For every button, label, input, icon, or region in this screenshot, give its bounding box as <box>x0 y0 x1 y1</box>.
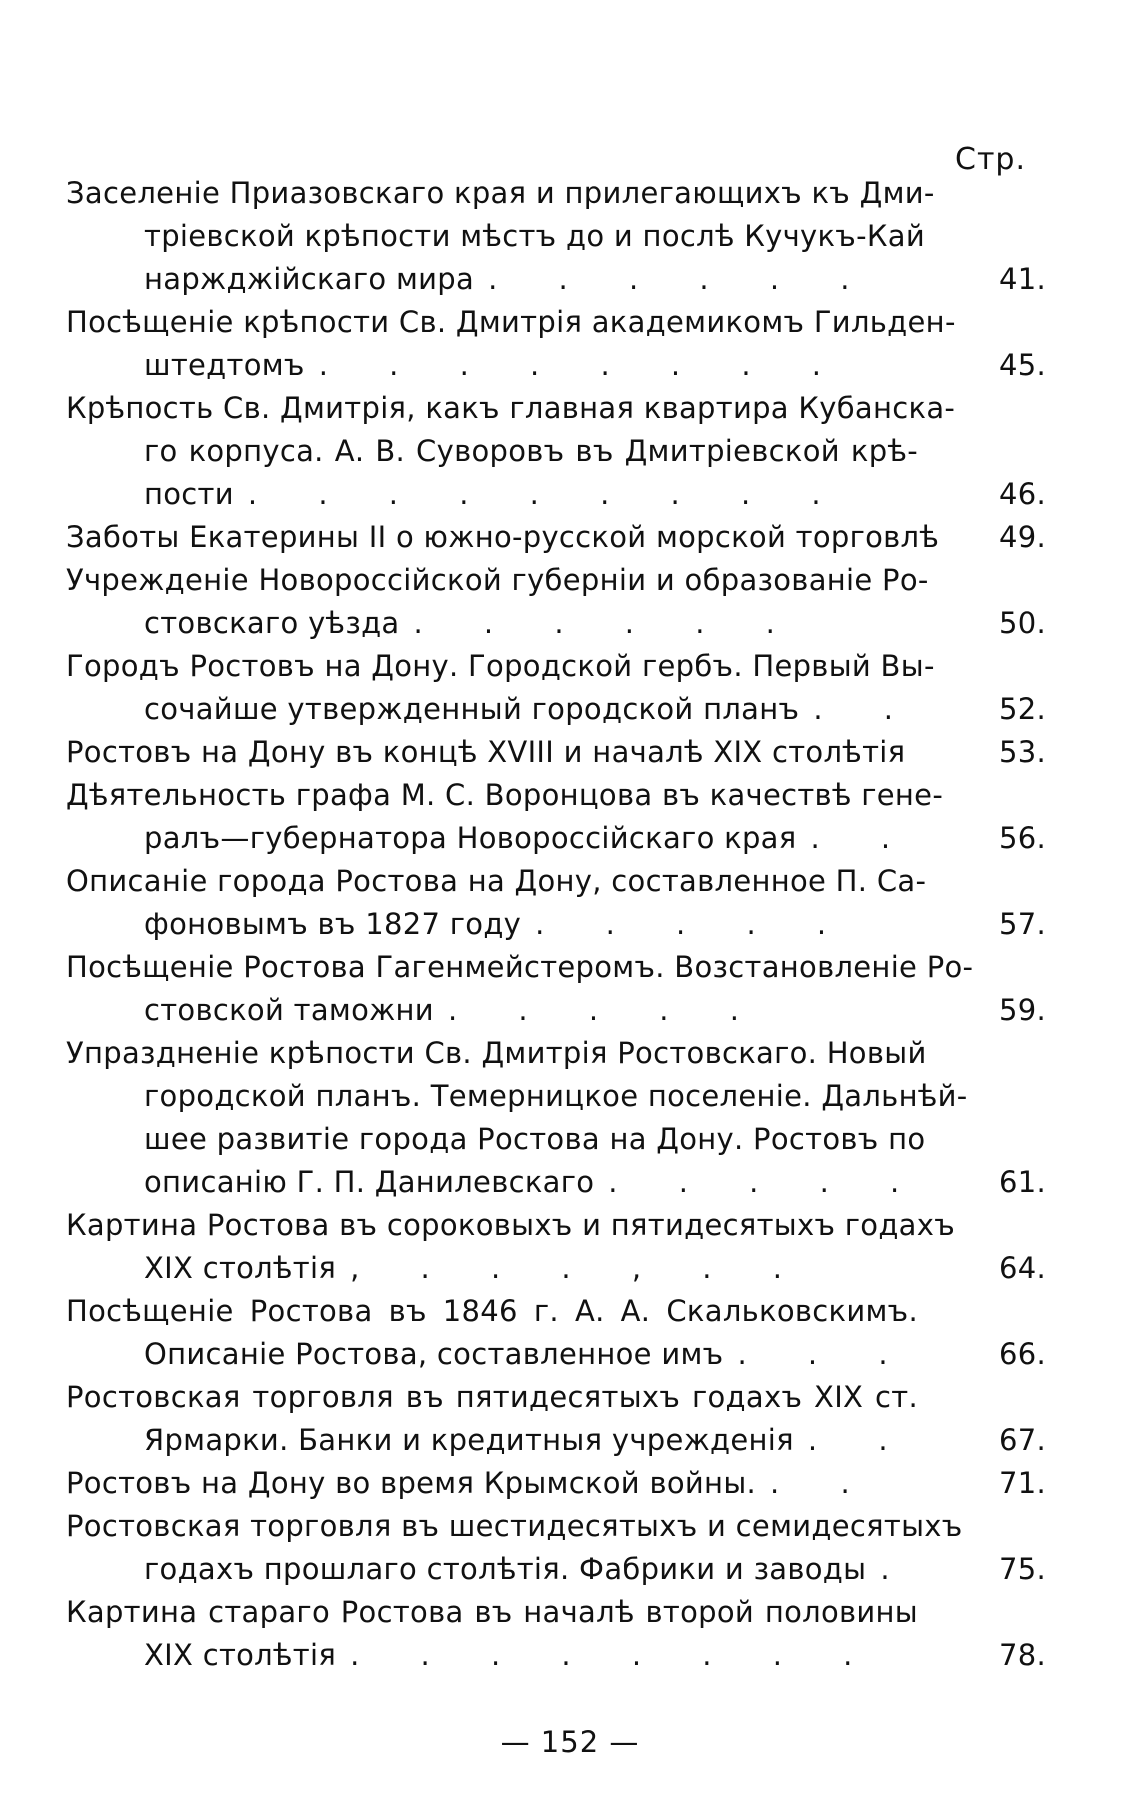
leader-dots: . . . . . . . . <box>318 348 848 382</box>
toc-entry-line <box>66 1462 1046 1505</box>
leader-dots: . . . <box>737 1337 914 1371</box>
toc-entry-line <box>66 301 1046 344</box>
toc-entry <box>66 1204 1046 1290</box>
leader-dots: . . <box>810 821 917 855</box>
toc-entry-last-line <box>144 688 918 731</box>
toc-entry-text: XIX столѣтія <box>144 1251 337 1285</box>
toc-entry-line <box>66 731 1046 774</box>
toc-entry-text: Картина Ростова въ сороковыхъ и пятидесятыхъ годахъ <box>66 1208 956 1242</box>
toc-entry-text: XIX столѣтія <box>144 1638 337 1672</box>
toc-entry-line <box>66 1204 1046 1247</box>
toc-page-number: 56. <box>998 821 1046 855</box>
toc-entry <box>66 301 1046 387</box>
toc-entry-last-line <box>144 989 918 1032</box>
toc-entry-text: фоновымъ въ 1827 году <box>144 907 522 941</box>
toc-entry-text: наржджійскаго мира <box>144 262 475 296</box>
toc-page-number: 50. <box>998 606 1046 640</box>
toc-entry <box>66 1591 1046 1677</box>
toc-entry <box>66 1505 1046 1591</box>
toc-page-number: 59. <box>998 993 1046 1027</box>
toc-entry-line <box>66 645 1046 688</box>
toc-entry <box>66 731 1046 774</box>
toc-entry-text: Крѣпость Св. Дмитрія, какъ главная квартира Кубанска- <box>66 391 956 425</box>
toc-entry <box>66 1376 1046 1462</box>
toc-entry-line <box>66 774 1046 817</box>
table-of-contents <box>66 172 1046 1677</box>
toc-page-number: 41. <box>998 262 1046 296</box>
toc-entry-line <box>66 989 1046 1032</box>
toc-entry-line <box>66 1161 1046 1204</box>
toc-entry <box>66 1462 1046 1505</box>
toc-entry-last-line <box>144 1247 918 1290</box>
toc-entry-text: Описаніе Ростова, составленное имъ <box>144 1337 724 1371</box>
leader-dots: . . <box>770 1466 876 1500</box>
toc-page-number: 52. <box>998 692 1046 726</box>
toc-entry-text: Заботы Екатерины II о южно-русской морской торговлѣ <box>66 520 940 554</box>
toc-entry-line <box>66 1419 1046 1462</box>
toc-entry-text: Посѣщеніе крѣпости Св. Дмитрія академикомъ Гильден- <box>66 305 956 339</box>
leader-dots: . . . . . <box>447 993 765 1027</box>
toc-entry-last-line <box>144 903 918 946</box>
toc-entry-text: Посѣщеніе Ростова въ 1846 г. А. А. Скальковскимъ. <box>66 1294 918 1328</box>
toc-entry <box>66 774 1046 860</box>
toc-entry-line <box>66 473 1046 516</box>
toc-entry-text: тріевской крѣпости мѣстъ до и послѣ Кучукъ-Кай <box>144 219 925 253</box>
toc-entry-last-line <box>144 258 918 301</box>
toc-entry-line <box>66 1075 1046 1118</box>
toc-entry-line <box>66 1591 1046 1634</box>
toc-entry-text: ралъ—губернатора Новороссійскаго края <box>144 821 797 855</box>
toc-entry-text: Ярмарки. Банки и кредитныя учрежденія <box>144 1423 794 1457</box>
toc-entry-line <box>66 817 1046 860</box>
toc-entry-last-line <box>144 344 918 387</box>
toc-entry-text: Упраздненіе крѣпости Св. Дмитрія Ростовскаго. Новый <box>66 1036 927 1070</box>
toc-entry-line <box>66 1032 1046 1075</box>
toc-entry-last-line <box>66 1462 918 1505</box>
toc-page-number: 46. <box>998 477 1046 511</box>
toc-entry-text: Заселеніе Приазовскаго края и прилегающихъ къ Дми- <box>66 176 935 210</box>
toc-entry-text: пости <box>144 477 234 511</box>
toc-page-number: 53. <box>998 735 1046 769</box>
leader-dots: . . . . . <box>608 1165 926 1199</box>
toc-page-number: 78. <box>998 1638 1046 1672</box>
toc-entry-text: Описаніе города Ростова на Дону, составленное П. Са- <box>66 864 927 898</box>
toc-entry-line <box>66 172 1046 215</box>
toc-entry-text: Ростовская торговля въ шестидесятыхъ и семидесятыхъ <box>66 1509 963 1543</box>
toc-page-number: 49. <box>998 520 1046 554</box>
toc-entry <box>66 1290 1046 1376</box>
toc-entry-line <box>66 1634 1046 1677</box>
toc-entry-line <box>66 1333 1046 1376</box>
page-column-header: Стр. <box>955 142 1027 177</box>
toc-entry-line <box>66 1118 1046 1161</box>
toc-entry-text: Посѣщеніе Ростова Гагенмейстеромъ. Возстановленіе Ро- <box>66 950 974 984</box>
toc-entry-last-line <box>144 1634 918 1677</box>
toc-entry-line <box>66 430 1046 473</box>
leader-dots: . . <box>813 692 919 726</box>
leader-dots: . . <box>807 1423 914 1457</box>
toc-entry <box>66 860 1046 946</box>
leader-dots: . . . . . . <box>488 262 876 296</box>
toc-entry-text: стовской таможни <box>144 993 434 1027</box>
toc-entry-line <box>66 1290 1046 1333</box>
toc-page-number: 66. <box>998 1337 1046 1371</box>
toc-entry-last-line <box>144 1419 918 1462</box>
toc-entry-text: Учрежденіе Новороссійской губерніи и образованіе Ро- <box>66 563 929 597</box>
toc-entry-text: Картина стараго Ростова въ началѣ второй половины <box>66 1595 918 1629</box>
leader-dots: . . . . . . . . <box>350 1638 879 1672</box>
toc-entry <box>66 387 1046 516</box>
toc-entry <box>66 516 1046 559</box>
toc-entry <box>66 645 1046 731</box>
toc-entry-text: Городъ Ростовъ на Дону. Городской гербъ. Первый Вы- <box>66 649 935 683</box>
toc-page-number: 61. <box>998 1165 1046 1199</box>
toc-entry-line <box>66 1505 1046 1548</box>
toc-entry-line <box>66 215 1046 258</box>
toc-entry-text: описанію Г. П. Данилевскаго <box>144 1165 595 1199</box>
toc-entry-line <box>66 602 1046 645</box>
toc-entry-text: шее развитіе города Ростова на Дону. Ростовъ по <box>144 1122 926 1156</box>
toc-entry-line <box>66 1376 1046 1419</box>
toc-entry-line <box>66 1548 1046 1591</box>
leader-dots: . . . . . . . . . <box>247 477 847 511</box>
toc-entry-text: штедтомъ <box>144 348 305 382</box>
toc-entry-line <box>66 860 1046 903</box>
toc-entry-line <box>66 344 1046 387</box>
toc-page-number: 71. <box>998 1466 1046 1500</box>
page-number: — 152 — <box>500 1725 640 1759</box>
leader-dots: . <box>880 1552 916 1586</box>
toc-entry-text: стовскаго уѣзда <box>144 606 400 640</box>
toc-entry-text: Ростовская торговля въ пятидесятыхъ годахъ XIX ст. <box>66 1380 918 1414</box>
toc-entry-text: Дѣятельность графа М. С. Воронцова въ качествѣ гене- <box>66 778 944 812</box>
leader-dots: , . . . , . . <box>350 1251 808 1285</box>
toc-entry <box>66 559 1046 645</box>
leader-dots: . . . . . <box>535 907 853 941</box>
toc-entry <box>66 172 1046 301</box>
toc-entry <box>66 1032 1046 1204</box>
toc-entry-last-line <box>144 473 918 516</box>
toc-page-number: 57. <box>998 907 1046 941</box>
toc-entry-line <box>66 559 1046 602</box>
toc-entry-line <box>66 258 1046 301</box>
toc-page-number: 64. <box>998 1251 1046 1285</box>
toc-entry-text: сочайше утвержденный городской планъ <box>144 692 800 726</box>
toc-entry-text: городской планъ. Темерницкое поселеніе. Дальнѣй- <box>144 1079 968 1113</box>
toc-entry <box>66 946 1046 1032</box>
toc-entry-last-line <box>144 817 918 860</box>
toc-page-number: 45. <box>998 348 1046 382</box>
toc-entry-line <box>66 387 1046 430</box>
toc-entry-text: Ростовъ на Дону въ концѣ XVIII и началѣ XIX столѣтія <box>66 735 906 769</box>
toc-entry-text: Ростовъ на Дону во время Крымской войны. <box>66 1466 757 1500</box>
toc-page-number: 67. <box>998 1423 1046 1457</box>
toc-page-number: 75. <box>998 1552 1046 1586</box>
toc-entry-last-line <box>144 1548 918 1591</box>
toc-entry-line <box>66 946 1046 989</box>
toc-entry-line <box>66 903 1046 946</box>
toc-entry-line <box>66 688 1046 731</box>
toc-entry-last-line <box>144 602 918 645</box>
toc-entry-line <box>66 1247 1046 1290</box>
toc-entry-text: годахъ прошлаго столѣтія. Фабрики и заводы <box>144 1552 867 1586</box>
toc-entry-text: го корпуса. А. В. Суворовъ въ Дмитріевской крѣ- <box>144 434 918 468</box>
toc-entry-last-line <box>144 1161 926 1204</box>
toc-entry-last-line <box>144 1333 918 1376</box>
leader-dots: . . . . . . <box>413 606 801 640</box>
toc-entry-line <box>66 516 1046 559</box>
